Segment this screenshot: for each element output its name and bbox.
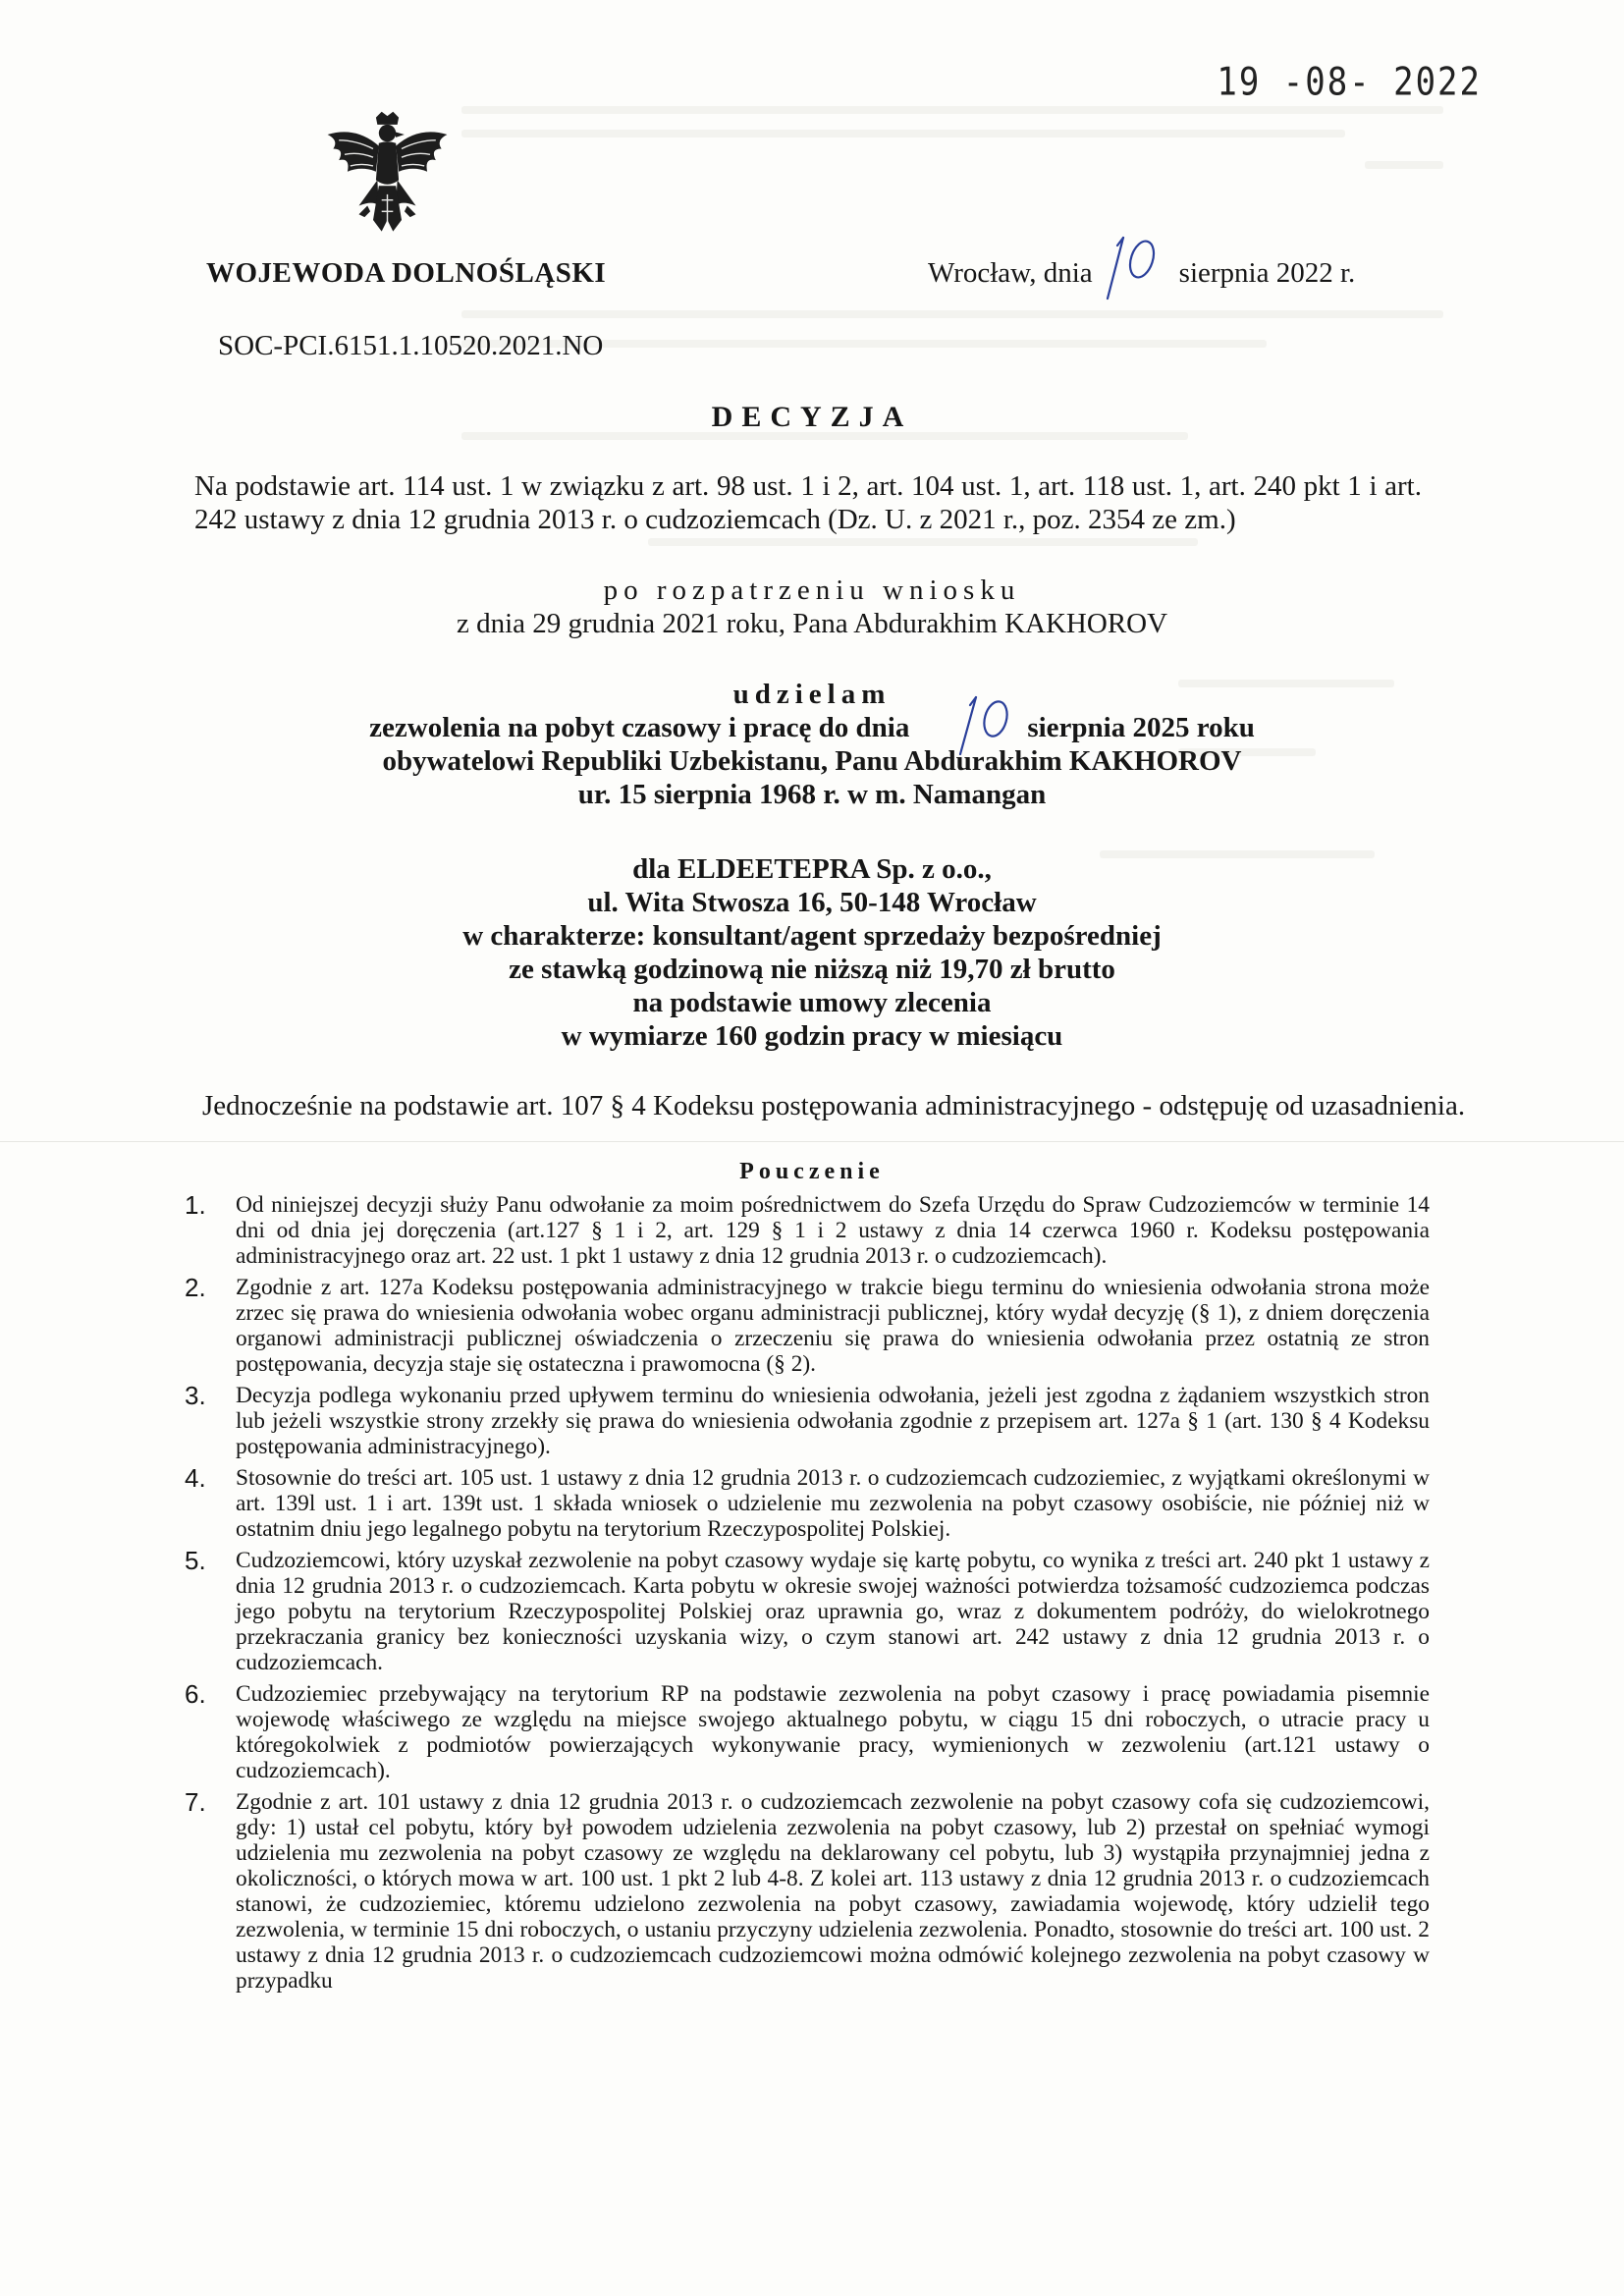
- birth-line: ur. 15 sierpnia 1968 r. w m. Namangan: [577, 779, 1047, 810]
- instruction-item: [185, 1273, 1430, 1377]
- instruction-item: [185, 1787, 1430, 1994]
- instruction-item: [185, 1546, 1430, 1675]
- instructions-list: [185, 1190, 1430, 1999]
- employer-line: dla ELDEETEPRA Sp. z o.o.,: [632, 853, 992, 885]
- case-number: SOC-PCI.6151.1.10520.2021.NO: [218, 330, 604, 361]
- instruction-text: Decyzja podlega wykonaniu przed upływem terminu do wniesienia odwołania, jeżeli jest zgodna z żądaniem wszystkich stron lub jeżeli wszystkie strony zrzekły się prawa do wniesienia odwołania zgodnie z przepisem art. 127a § 1 (art. 130 § 4 Kodeksu postępowania administracyjnego).: [236, 1383, 1430, 1459]
- instruction-text: Stosownie do treści art. 105 ust. 1 ustawy z dnia 12 grudnia 2013 r. o cudzoziemcach cudzoziemiec, z wyjątkami określonymi w art. 139l ust. 1 i art. 139t ust. 1 składa wniosek o udzielenie mu zezwolenia na pobyt czasowy osobiście, nie później niż w ostatnim dniu jego legalnego pobytu na terytorium Rzeczypospolitej Polskiej.: [236, 1465, 1430, 1542]
- instruction-text: Od niniejszej decyzji służy Panu odwołanie za moim pośrednictwem do Szefa Urzędu do Spraw Cudzoziemców w terminie 14 dni od dnia jej doręczenia (art.127 § 1 i 2, art. 129 § 1 i 2 ustawy z dnia 14 czerwca 1960 r. Kodeksu postępowania administracyjnego oraz art. 22 ust. 1 pkt 1 ustawy z dnia 12 grudnia 2013 r. o cudzoziemcach).: [236, 1192, 1430, 1269]
- permit-suffix: sierpnia 2025 roku: [1027, 712, 1255, 743]
- employer-address: ul. Wita Stwosza 16, 50-148 Wrocław: [587, 887, 1037, 918]
- instruction-number: 3.: [185, 1381, 206, 1410]
- instruction-text: Zgodnie z art. 101 ustawy z dnia 12 grudnia 2013 r. o cudzoziemcach zezwolenie na pobyt czasowy cofa się cudzoziemcowi, gdy: 1) ustał cel pobytu, który był powodem udzielenia zezwolenia na pobyt czasowy, lub 2) przestał on spełniać wymogi udzielenia mu zezwolenia na pobyt czasowy ze względu na deklarowany cel pobytu, lub 3) wystąpiła przynajmniej jedna z okoliczności, o których mowa w art. 100 ust. 1 pkt 2 lub 4-8. Z kolei art. 113 ustawy z dnia 12 grudnia 2013 r. o cudzoziemcach stanowi, że cudzoziemiec, któremu udzielono zezwolenia na pobyt czasowy, zawiadamia wojewodę, który udzielił tego zezwolenia, w terminie 15 dni roboczych, o ustaniu przyczyny udzielenia zezwolenia. Ponadto, stosownie do treści art. 100 ust. 2 ustawy z dnia 12 grudnia 2013 r. o cudzoziemcach cudzoziemcowi można odmówić kolejnego zezwolenia na pobyt czasowy w przypadku: [236, 1789, 1430, 1994]
- instruction-number: 7.: [185, 1787, 206, 1817]
- recipient-line: obywatelowi Republiki Uzbekistanu, Panu Abdurakhim KAKHOROV: [382, 745, 1242, 777]
- issue-place-prefix: Wrocław, dnia: [928, 257, 1093, 289]
- legal-basis: Na podstawie art. 114 ust. 1 w związku z art. 98 ust. 1 i 2, art. 104 ust. 1, art. 118 ust. 1, art. 240 pkt 1 i art. 242 ustawy z dnia 12 grudnia 2013 r. o cudzoziemcach (Dz. U. z 2021 r., poz. 2354 ze zm.): [194, 470, 1422, 535]
- permit-prefix: zezwolenia na pobyt czasowy i pracę do dnia: [369, 712, 910, 743]
- handwritten-issue-day: [1098, 228, 1166, 306]
- permit-period-line: [0, 711, 1624, 744]
- polish-eagle-emblem-icon: [316, 106, 459, 248]
- consideration-block: [0, 574, 1624, 640]
- contract-line: na podstawie umowy zlecenia: [632, 987, 992, 1018]
- instruction-number: 4.: [185, 1463, 206, 1493]
- employment-block: [0, 852, 1624, 1053]
- document-title: DECYZJA: [711, 401, 913, 433]
- handwritten-permit-day-text: 10: [952, 685, 953, 686]
- received-date-stamp: 19 -08- 2022: [1217, 60, 1482, 105]
- instruction-item: [185, 1381, 1430, 1459]
- hours-line: w wymiarze 160 godzin pracy w miesiącu: [561, 1020, 1063, 1052]
- handwritten-issue-day-text: 10: [1098, 228, 1099, 229]
- consideration-line-2: z dnia 29 grudnia 2021 roku, Pana Abdurakhim KAKHOROV: [456, 608, 1168, 639]
- instruction-text: Cudzoziemiec przebywający na terytorium RP na podstawie zezwolenia na pobyt czasowy i pracę powiadamia pisemnie wojewodę właściwego ze względu na miejsce swojego aktualnego pobytu, w ciągu 15 dni roboczych, o utracie pracy u któregokolwiek z podmiotów powierzających wykonywanie pracy, wymienionych w zezwoleniu (art.121 ustawy o cudzoziemcach).: [236, 1681, 1430, 1783]
- issuer-name: WOJEWODA DOLNOŚLĄSKI: [206, 257, 607, 289]
- consideration-line-1: po rozpatrzeniu wniosku: [603, 574, 1021, 606]
- instruction-item: [185, 1679, 1430, 1783]
- instruction-text: Cudzoziemcowi, który uzyskał zezwolenie na pobyt czasowy wydaje się kartę pobytu, co wynika z treści art. 240 pkt 1 ustawy z dnia 12 grudnia 2013 r. o cudzoziemcach. Karta pobytu w okresie swojej ważności potwierdza tożsamość cudzoziemca podczas jego pobytu na terytorium Rzeczypospolitej Polskiej oraz uprawnia go, wraz z dokumentem podróży, do wielokrotnego przekraczania granicy bez konieczności uzyskania wizy, o czym stanowi art. 242 ustawy z dnia 12 grudnia 2013 r. o cudzoziemcach.: [236, 1548, 1430, 1675]
- instruction-text: Zgodnie z art. 127a Kodeksu postępowania administracyjnego w trakcie biegu terminu do wniesienia odwołania strona może zrzec się prawa do wniesienia odwołania wobec organu administracji publicznej, który wydał decyzję (§ 1), z dniem doręczenia organowi administracji publicznej oświadczenia o zrzeczeniu się prawa do wniesienia odwołania przez ostatnią ze stron postępowania, decyzja staje się ostateczna i prawomocna (§ 2).: [236, 1275, 1430, 1377]
- instruction-item: [185, 1463, 1430, 1542]
- instructions-heading: Pouczenie: [739, 1159, 885, 1184]
- position-line: w charakterze: konsultant/agent sprzedaży bezpośredniej: [462, 920, 1162, 952]
- instruction-number: 6.: [185, 1679, 206, 1709]
- justification-waiver: Jednocześnie na podstawie art. 107 § 4 Kodeksu postępowania administracyjnego - odstępuję od uzasadnienia.: [202, 1090, 1466, 1121]
- instruction-item: [185, 1190, 1430, 1269]
- instruction-number: 1.: [185, 1190, 206, 1220]
- issue-month-year: sierpnia 2022 r.: [1178, 257, 1356, 289]
- instruction-number: 2.: [185, 1273, 206, 1302]
- handwritten-permit-day: [952, 685, 1021, 764]
- grant-verb: udzielam: [732, 679, 892, 710]
- rate-line: ze stawką godzinową nie niższą niż 19,70 zł brutto: [509, 954, 1115, 985]
- grant-block: [0, 678, 1624, 811]
- paper-fold: [0, 1141, 1624, 1142]
- instruction-number: 5.: [185, 1546, 206, 1575]
